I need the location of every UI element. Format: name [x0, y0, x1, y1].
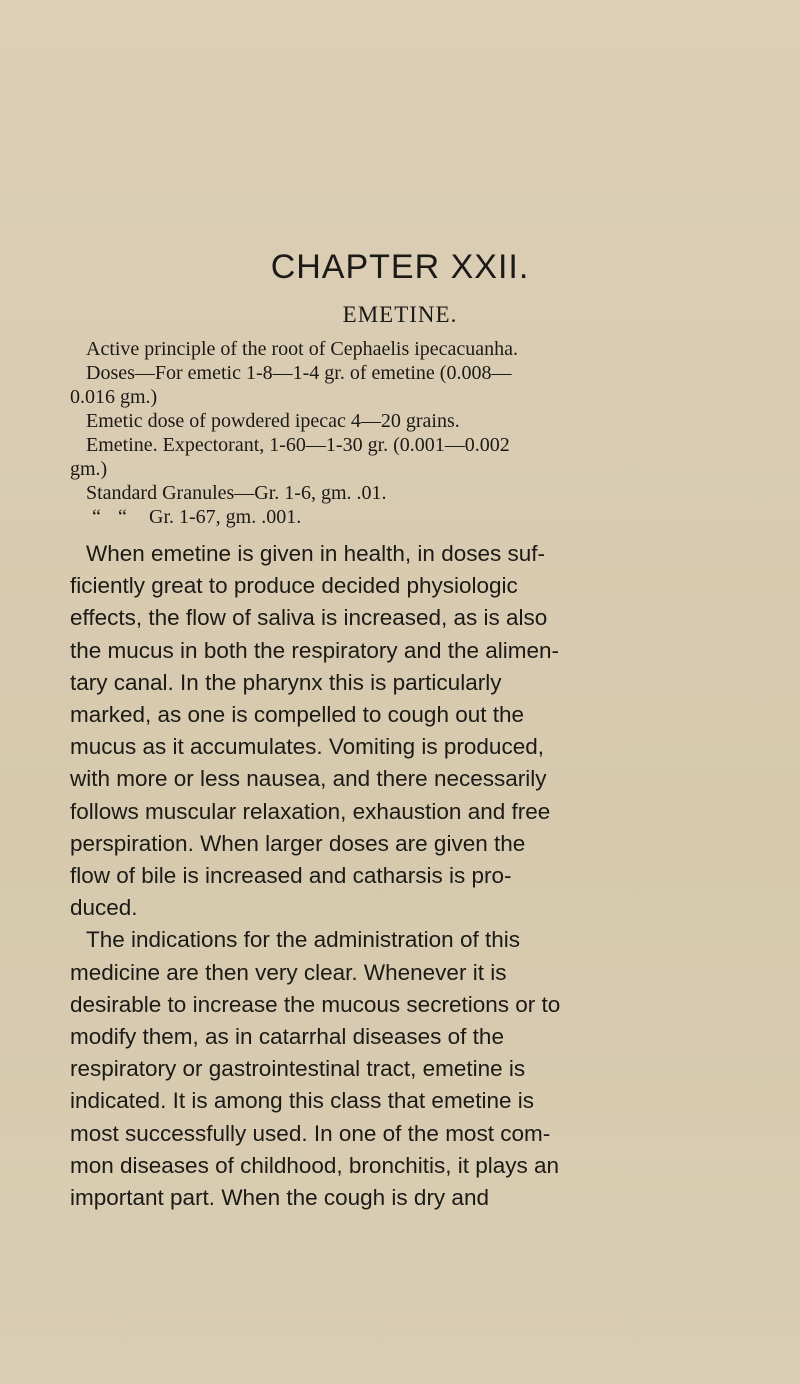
dosing-line: Standard Granules—Gr. 1-6, gm. .01.: [86, 482, 387, 504]
text-line: desirable to increase the mucous secretions or to: [70, 991, 561, 1017]
text-line: modify them, as in catarrhal diseases of the: [70, 1024, 504, 1050]
ditto-text: Gr. 1-67, gm. .001.: [149, 506, 302, 528]
text-line: respiratory or gastrointestinal tract, emetine is: [70, 1056, 526, 1082]
body-text: [70, 538, 695, 1214]
ditto-line: [70, 505, 670, 529]
dosing-line: Doses—For emetic 1-8—1-4 gr. of emetine (0.008—: [86, 362, 512, 384]
text-line: flow of bile is increased and catharsis is pro-: [70, 863, 512, 889]
ditto-mark: “: [118, 506, 127, 528]
text-line: mucus as it accumulates. Vomiting is produced,: [70, 734, 544, 760]
text-line: with more or less nausea, and there necessarily: [70, 766, 547, 792]
dosing-line: Emetic dose of powdered ipecac 4—20 grains.: [86, 410, 460, 432]
section-title: EMETINE.: [342, 302, 458, 327]
text-line: medicine are then very clear. Whenever it is: [70, 959, 507, 985]
text-line: mon diseases of childhood, bronchitis, it plays an: [70, 1152, 560, 1178]
text-line: ficiently great to produce decided physiologic: [70, 573, 518, 599]
text-line: most successfully used. In one of the most com-: [70, 1120, 551, 1146]
text-line: When emetine is given in health, in doses suf-: [86, 541, 545, 566]
text-line: follows muscular relaxation, exhaustion and free: [70, 798, 551, 824]
ditto-mark: “: [92, 506, 101, 528]
chapter-title: CHAPTER XXII.: [270, 248, 530, 286]
text-line: effects, the flow of saliva is increased, as is also: [70, 605, 548, 631]
text-line: The indications for the administration of this: [86, 927, 520, 953]
text-line: duced.: [70, 895, 138, 921]
text-line: important part. When the cough is dry and: [70, 1185, 489, 1211]
text-line: marked, as one is compelled to cough out the: [70, 702, 525, 728]
dosing-line: Active principle of the root of Cephaelis ipecacuanha.: [86, 338, 519, 360]
text-line: indicated. It is among this class that emetine is: [70, 1088, 534, 1114]
text-line: the mucus in both the respiratory and the alimen-: [70, 637, 560, 663]
dosing-block: [70, 337, 670, 529]
text-line: perspiration. When larger doses are given the: [70, 830, 526, 856]
dosing-line: 0.016 gm.): [70, 386, 158, 408]
text-line: tary canal. In the pharynx this is particularly: [70, 669, 502, 695]
dosing-line: gm.): [70, 458, 108, 480]
dosing-line: Emetine. Expectorant, 1-60—1-30 gr. (0.001—0.002: [86, 434, 510, 456]
